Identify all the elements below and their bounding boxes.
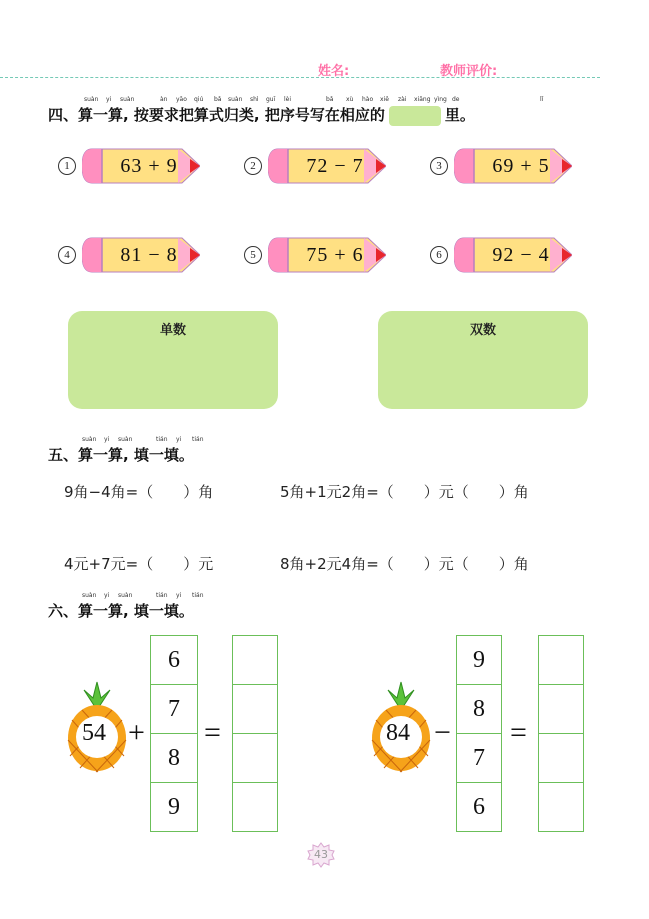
subtrahend-cell: 8 (457, 685, 501, 734)
pinyin: suàn (84, 96, 99, 103)
addend-column (150, 635, 198, 832)
subtrahend-cell: 7 (457, 734, 501, 783)
pinyin: lèi (284, 96, 292, 103)
odd-box-title: 单数 (159, 323, 186, 338)
answer-cell[interactable] (233, 734, 277, 783)
pinyin: suàn (82, 436, 97, 443)
pinyin: àn (160, 96, 168, 103)
even-answer-box[interactable] (378, 311, 588, 409)
circled-number: 3 (430, 157, 448, 175)
pinyin: yi (176, 592, 182, 599)
answer-cell[interactable] (233, 636, 277, 685)
pinyin: tián (156, 436, 168, 443)
pinyin: suàn (120, 96, 135, 103)
answer-cell[interactable] (539, 783, 583, 831)
circled-number: 6 (430, 246, 448, 264)
answer-column (538, 635, 584, 832)
pinyin: bǎ (326, 96, 334, 103)
pinyin: shì (250, 96, 259, 103)
pinyin: yìng (434, 96, 447, 103)
pinyin: yi (104, 592, 110, 599)
expression: 92 − 4 (492, 244, 550, 266)
header-divider (0, 77, 600, 78)
pencil-expression-2 (244, 147, 394, 187)
pinyin: suàn (82, 592, 97, 599)
pinyin: xiě (380, 96, 389, 103)
pencil-expression-5 (244, 236, 394, 276)
odd-answer-box[interactable] (68, 311, 278, 409)
subtrahend-cell: 6 (473, 794, 485, 820)
expression: 69 + 5 (492, 155, 550, 177)
pinyin: suàn (228, 96, 243, 103)
pinyin: bǎ (214, 96, 222, 103)
section4-title (48, 104, 475, 126)
money-problem-3: 4元+7元=（ ）元 (64, 555, 214, 573)
expression: 72 − 7 (306, 155, 364, 177)
answer-cell[interactable] (233, 685, 277, 734)
pinyin: tián (156, 592, 168, 599)
circled-number: 4 (58, 246, 76, 264)
answer-cell[interactable] (539, 685, 583, 734)
circled-number: 2 (244, 157, 262, 175)
section4-title-text: 四、算一算, 按要求把算式归类, 把序号写在相应的 (48, 106, 385, 124)
pencil-expression-1 (58, 147, 208, 187)
section4-title-end: 里。 (444, 106, 475, 124)
subtrahend-column (456, 635, 502, 832)
pinyin: xiāng (414, 96, 431, 103)
expression: 81 − 8 (120, 244, 178, 266)
page-number: 43 (314, 848, 328, 861)
expression: 75 + 6 (306, 244, 364, 266)
expression: 63 + 9 (120, 155, 178, 177)
pinyin: guī (266, 96, 276, 103)
pinyin: yi (106, 96, 112, 103)
equals-sign: = (510, 716, 527, 749)
addend-cell: 9 (168, 794, 180, 820)
answer-cell[interactable] (539, 734, 583, 783)
section6-title: 六、算一算, 填一填。 (48, 602, 194, 620)
teacher-eval-label: 教师评价: (440, 64, 498, 79)
pinyin: yi (104, 436, 110, 443)
pencil-expression-4 (58, 236, 208, 276)
plus-operator: + (128, 716, 145, 749)
money-problem-4: 8角+2元4角=（ ）元（ ）角 (280, 555, 529, 573)
pinyin: suàn (118, 436, 133, 443)
answer-column (232, 635, 278, 832)
pinyin: tián (192, 436, 204, 443)
pinyin: de (452, 96, 460, 103)
pinyin: suàn (118, 592, 133, 599)
pinyin: yi (176, 436, 182, 443)
answer-cell[interactable] (233, 783, 277, 831)
answer-cell[interactable] (539, 636, 583, 685)
circled-number: 1 (58, 157, 76, 175)
pinyin: zài (398, 96, 407, 103)
money-problem-2: 5角+1元2角=（ ）元（ ）角 (280, 483, 529, 501)
pinyin: yāo (176, 96, 187, 103)
section5-title: 五、算一算, 填一填。 (48, 446, 194, 464)
circled-number: 5 (244, 246, 262, 264)
answer-area-swatch (389, 106, 441, 126)
start-number: 54 (82, 720, 106, 746)
name-label: 姓名: (318, 64, 350, 79)
pinyin: xù (346, 96, 354, 103)
minus-operator: − (434, 716, 451, 749)
pinyin: qiú (194, 96, 204, 103)
pinyin: lǐ (540, 96, 544, 103)
even-box-title: 双数 (469, 323, 496, 338)
money-problem-1: 9角−4角=（ ）角 (64, 483, 214, 501)
pencil-expression-3 (430, 147, 580, 187)
pencil-expression-6 (430, 236, 580, 276)
addend-cell: 7 (151, 685, 197, 734)
addend-cell: 6 (151, 636, 197, 685)
equals-sign: = (204, 716, 221, 749)
subtrahend-cell: 9 (457, 636, 501, 685)
start-number: 84 (386, 720, 410, 746)
addend-cell: 8 (151, 734, 197, 783)
pinyin: hào (362, 96, 374, 103)
pinyin: tián (192, 592, 204, 599)
